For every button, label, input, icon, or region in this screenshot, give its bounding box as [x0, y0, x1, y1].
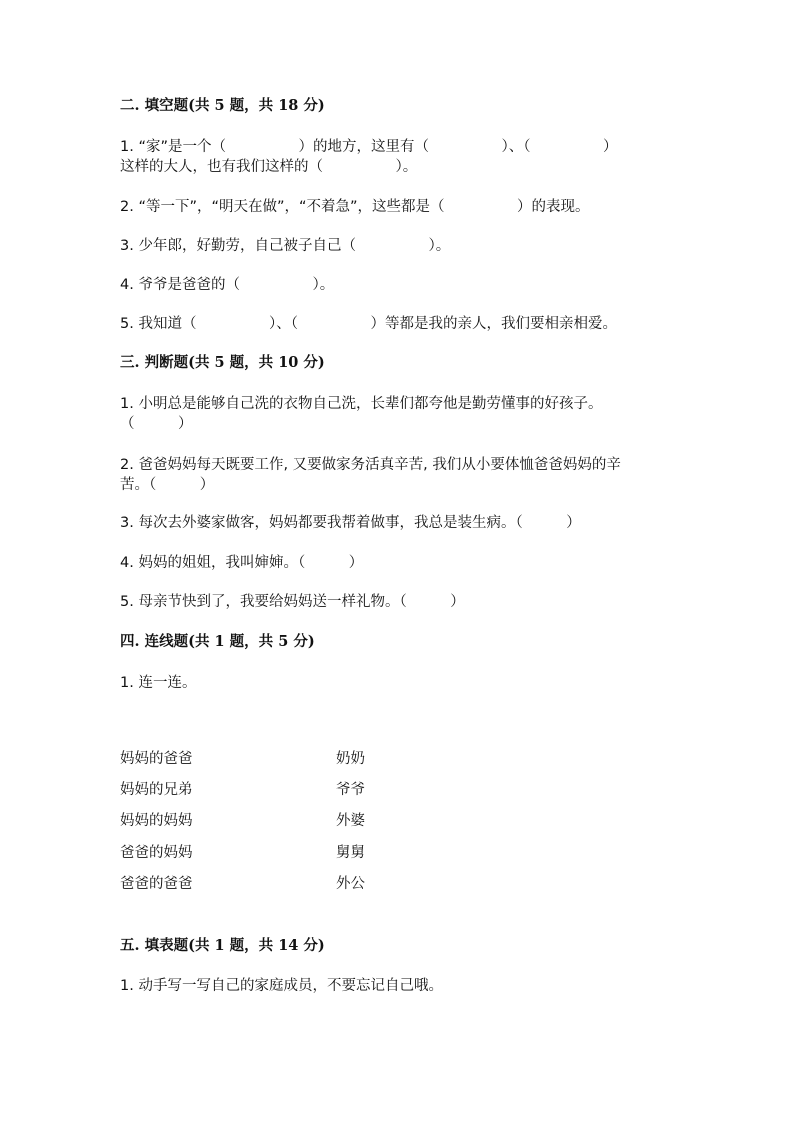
table-question-1: 1. 动手写一写自己的家庭成员，不要忘记自己哦。: [120, 978, 443, 994]
section2-heading: 二. 填空题(共 5 题，共 18 分): [120, 97, 325, 114]
match-question-1: 1. 连一连。: [120, 675, 197, 691]
match-left-item: 妈妈的兄弟: [120, 782, 193, 798]
judge-question-2-line2: 苦。（ ）: [120, 477, 215, 493]
section4-heading: 四. 连线题(共 1 题，共 5 分): [120, 633, 315, 650]
section3-heading: 三. 判断题(共 5 题，共 10 分): [120, 354, 325, 371]
fill-question-4: 4. 爷爷是爸爸的（ ）。: [120, 277, 335, 293]
fill-question-1-line1: 1. “家”是一个（ ）的地方，这里有（ ）、（ ）: [120, 139, 618, 155]
match-right-item: 舅舅: [336, 845, 365, 861]
match-left-item: 妈妈的妈妈: [120, 813, 193, 829]
judge-question-1-line1: 1. 小明总是能够自己洗的衣物自己洗，长辈们都夸他是勤劳懂事的好孩子。: [120, 396, 603, 412]
match-left-item: 爸爸的妈妈: [120, 845, 193, 861]
fill-question-3: 3. 少年郎，好勤劳，自己被子自己（ ）。: [120, 238, 451, 254]
match-left-item: 爸爸的爸爸: [120, 876, 193, 892]
match-right-item: 奶奶: [336, 751, 365, 767]
match-right-item: 外婆: [336, 813, 365, 829]
match-right-item: 外公: [336, 876, 365, 892]
match-left-item: 妈妈的爸爸: [120, 751, 193, 767]
fill-question-1-line2: 这样的大人，也有我们这样的（ ）。: [120, 159, 418, 175]
fill-question-2: 2. “等一下”，“明天在做”，“不着急”，这些都是（ ）的表现。: [120, 199, 590, 215]
section5-heading: 五. 填表题(共 1 题，共 14 分): [120, 937, 325, 954]
judge-question-1-line2: （ ）: [120, 416, 193, 432]
judge-question-2-line1: 2. 爸爸妈妈每天既要工作, 又要做家务活真辛苦, 我们从小要体恤爸爸妈妈的辛: [120, 457, 621, 473]
judge-question-5: 5. 母亲节快到了，我要给妈妈送一样礼物。（ ）: [120, 594, 465, 610]
judge-question-3: 3. 每次去外婆家做客，妈妈都要我帮着做事，我总是装生病。（ ）: [120, 515, 581, 531]
match-right-item: 爷爷: [336, 782, 365, 798]
fill-question-5: 5. 我知道（ ）、（ ）等都是我的亲人，我们要相亲相爱。: [120, 316, 617, 332]
judge-question-4: 4. 妈妈的姐姐，我叫婶婶。（ ）: [120, 555, 364, 571]
